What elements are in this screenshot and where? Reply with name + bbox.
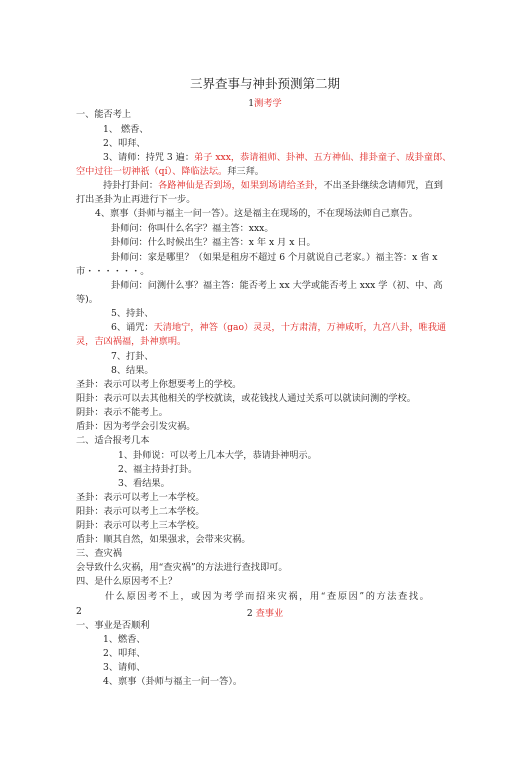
result-yang: 阳卦：表示可以去其他相关的学校就读，或花钱找人通过关系可以就读问测的学校。 xyxy=(76,393,416,404)
qa-home-cont: 市・・・・・・。 xyxy=(76,266,150,277)
section-1-heading xyxy=(0,95,530,109)
step-kowtow: 2、叩拜、 xyxy=(103,138,146,149)
chant-text-part1: 天清地宁，神答（gao）灵灵，十方肃清，万神咸听，九宫八卦，唯我通 xyxy=(153,322,447,333)
invite-bow: 拜三拜。 xyxy=(227,166,264,177)
step-report: 4、禀事（卦师与福主一问一答）。这是福主在现场的，不在现场法师自己禀告。 xyxy=(95,208,418,219)
career-step-3: 3、请师、 xyxy=(103,662,146,673)
why-fail-text: 什么原因考不上，或因为考学而招来灾祸，用“查原因”的方法查找。 xyxy=(105,591,431,602)
tier-yin: 阴卦：表示可以考上三本学校。 xyxy=(76,520,205,531)
step-result: 8、结果。 xyxy=(111,365,154,376)
heading-why-fail: 四、是什么原因考不上？ xyxy=(76,576,178,587)
step-invite-master xyxy=(103,151,451,164)
qa-home: 卦师问：家是哪里？（如果是租房不超过 6 个月就说自己老家。）福主答：x 省 x xyxy=(111,252,438,263)
step-hold: 5、持卦、 xyxy=(111,308,154,319)
step-chant xyxy=(111,321,446,334)
qa-name: 卦师问：你叫什么名字？福主答：xxx。 xyxy=(111,223,274,234)
section-2-heading xyxy=(0,605,530,619)
hold-label: 持卦打卦问： xyxy=(103,180,159,191)
tier-step-1: 1、卦师说：可以考上几本大学，恭请卦神明示。 xyxy=(118,450,317,461)
hold-question: 各路神仙是否到场，如果到场请给圣卦， xyxy=(158,180,324,191)
section-2-number: 2 xyxy=(246,608,253,619)
disaster-text: 会导致什么灾祸，用“查灾祸”的方法进行查找即可。 xyxy=(76,562,288,573)
heading-check-disaster: 三、查灾祸 xyxy=(76,548,122,559)
section-1-name: 测考学 xyxy=(254,98,282,109)
heading-which-tier: 二、适合报考几本 xyxy=(76,435,150,446)
step-burn-incense: 1、 燃香、 xyxy=(103,124,149,135)
tier-yang: 阳卦：表示可以考上二本学校。 xyxy=(76,506,205,517)
chant-text-part2: 灵，吉凶祸福，卦神禀明。 xyxy=(76,336,187,347)
result-dun: 盾卦：因为考学会引发灾祸。 xyxy=(76,421,196,432)
step-invite-label: 3、请师：持咒 3 遍： xyxy=(103,152,195,163)
hold-divination-line xyxy=(103,179,443,192)
career-step-4: 4、禀事（卦师与福主一问一答）。 xyxy=(103,676,243,687)
doc-title: 三界查事与神卦预测第二期 xyxy=(189,76,340,91)
career-step-2: 2、叩拜、 xyxy=(103,648,146,659)
tier-step-2: 2、福主持卦打卦。 xyxy=(118,464,198,475)
step-chant-label: 6、诵咒： xyxy=(111,322,154,333)
tier-step-3: 3、看结果。 xyxy=(118,478,170,489)
qa-birth: 卦师问：什么时候出生？福主答：x 年 x 月 x 日。 xyxy=(111,237,316,248)
step-cast: 7、打卦、 xyxy=(111,351,154,362)
tier-sheng: 圣卦：表示可以考上一本学校。 xyxy=(76,492,205,503)
heading-career-smooth: 一、事业是否顺利 xyxy=(76,620,150,631)
tier-dun: 盾卦：顺其自然，如果强求，会带来灾祸。 xyxy=(76,534,251,545)
heading-can-pass: 一、能否考上 xyxy=(76,109,132,120)
invite-chant-part1: 弟子 xxx，恭请祖师、卦神、五方神仙、排卦童子、成卦童郎、 xyxy=(194,152,452,163)
section-2-name: 查事业 xyxy=(255,608,284,619)
page-number: 2 xyxy=(76,606,82,617)
hold-instruction: 不出圣卦继续念请师咒，直到 xyxy=(323,180,443,191)
hold-divination-cont: 打出圣卦为止再进行下一步。 xyxy=(76,194,196,205)
step-invite-cont xyxy=(76,165,264,178)
qa-question: 卦师问：问测什么事？福主答：能否考上 xx 大学或能否考上 xxx 学（初、中、高 xyxy=(111,280,443,291)
section-1-number: 1 xyxy=(248,98,255,109)
result-yin: 阴卦：表示不能考上。 xyxy=(76,407,168,418)
result-sheng: 圣卦：表示可以考上你想要考上的学校。 xyxy=(76,379,242,390)
qa-question-cont: 等)。 xyxy=(76,294,98,305)
invite-chant-part2: 空中过往一切神祇（qí）、降临法坛。 xyxy=(76,166,228,177)
career-step-1: 1、燃香、 xyxy=(103,634,146,645)
